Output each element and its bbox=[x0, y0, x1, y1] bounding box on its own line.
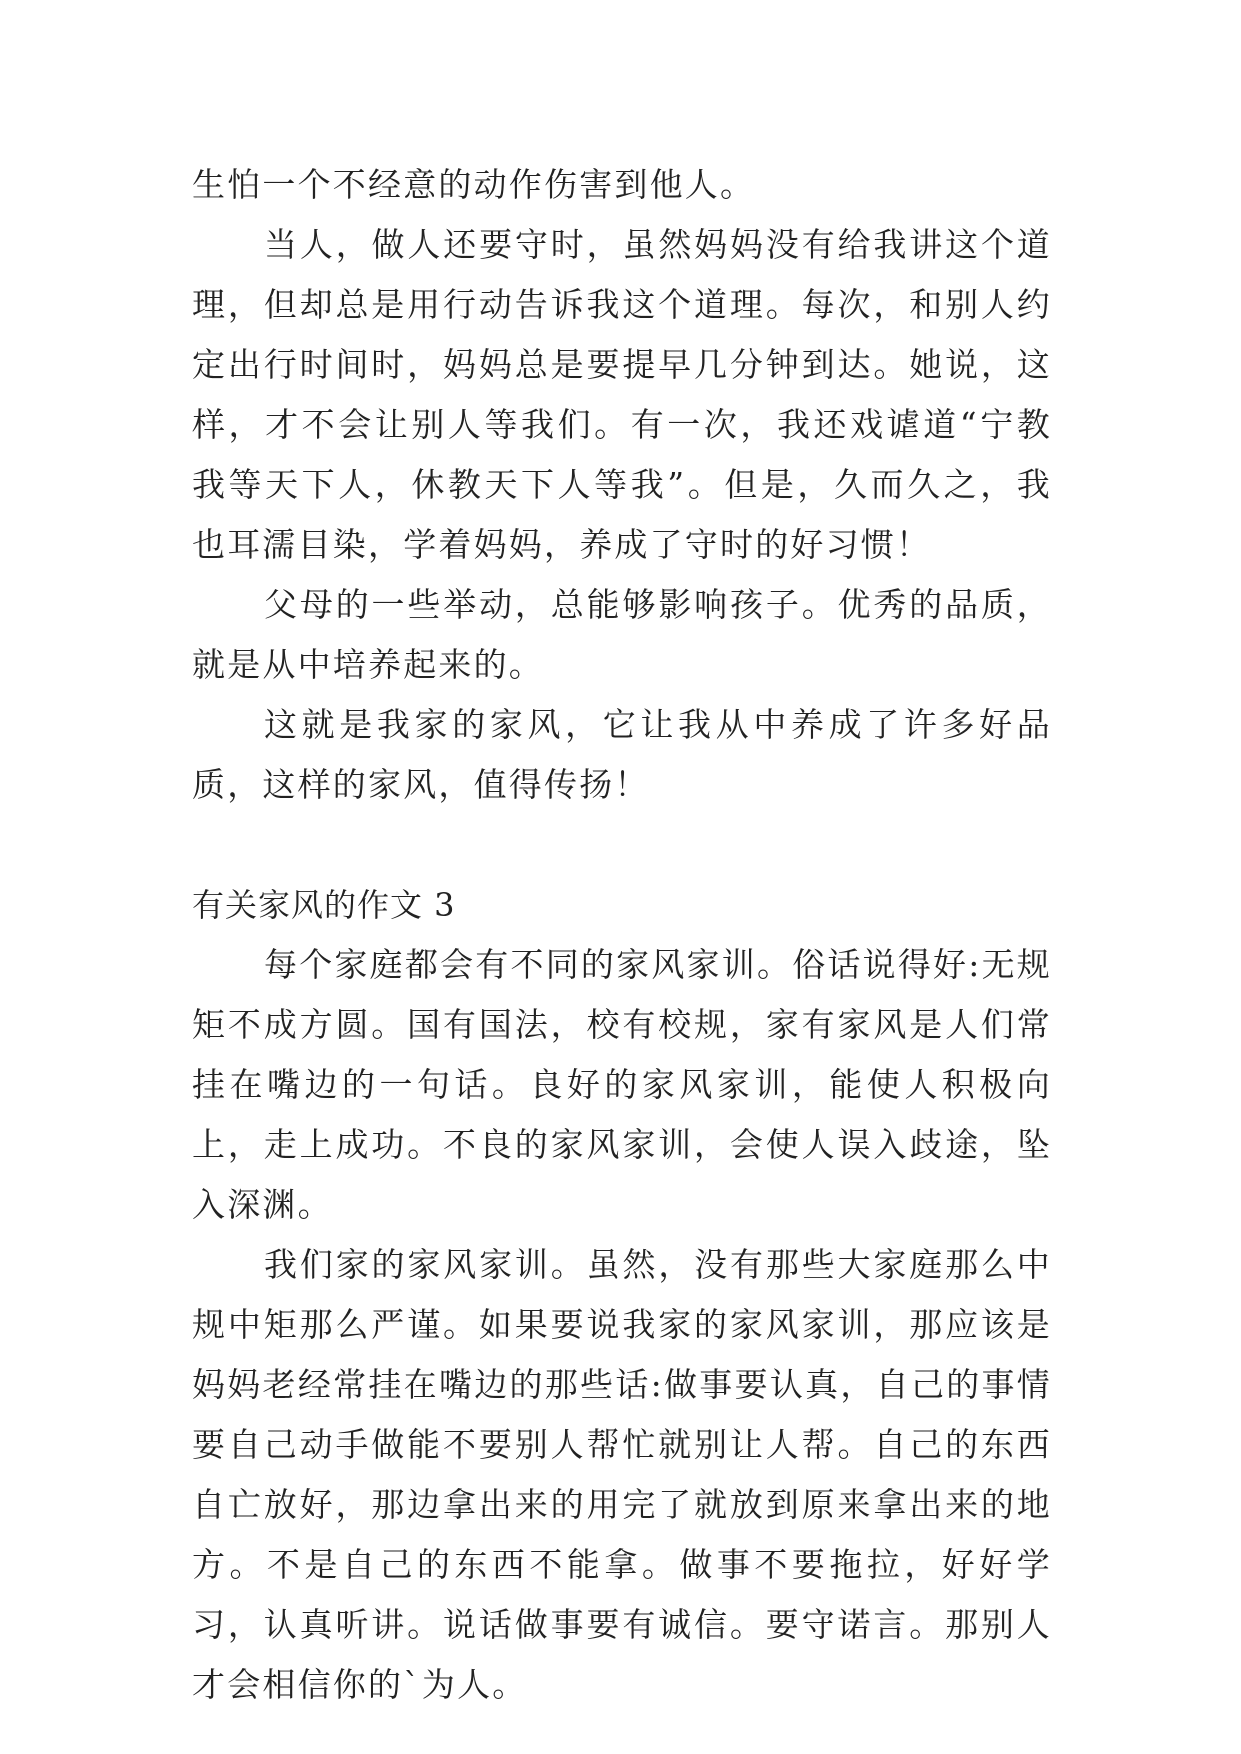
paragraph-family-tradition: 这就是我家的家风，它让我从中养成了许多好品质，这样的家风，值得传扬！ bbox=[192, 705, 1052, 804]
paragraph-punctuality: 当人，做人还要守时，虽然妈妈没有给我讲这个道理，但却总是用行动告诉我这个道理。每次，和别人约定出行时间时，妈妈总是要提早几分钟到达。她说，这样，才不会让别人等我们。有一次，我还戏谑道“宁教我等天下人，休教天下人等我”。但是，久而久之，我也耳濡目染，学着妈妈，养成了守时的好习惯！ bbox=[192, 225, 1052, 564]
paragraph-parents-influence: 父母的一些举动，总能够影响孩子。优秀的品质，就是从中培养起来的。 bbox=[192, 585, 1052, 684]
section-spacer bbox=[192, 815, 1052, 875]
continuation-paragraph: 生怕一个不经意的动作伤害到他人。 bbox=[192, 165, 756, 204]
document-body bbox=[192, 155, 1052, 1715]
essay-heading: 有关家风的作文 3 bbox=[192, 886, 456, 924]
paragraph-family-rules: 每个家庭都会有不同的家风家训。俗话说得好:无规矩不成方圆。国有国法，校有校规，家有家风是人们常挂在嘴边的一句话。良好的家风家训，能使人积极向上，走上成功。不良的家风家训，会使人误入歧途，坠入深渊。 bbox=[192, 945, 1052, 1224]
paragraph-my-family-rules: 我们家的家风家训。虽然，没有那些大家庭那么中规中矩那么严谨。如果要说我家的家风家训，那应该是妈妈老经常挂在嘴边的那些话:做事要认真，自己的事情要自己动手做能不要别人帮忙就别让人帮。自己的东西自亡放好，那边拿出来的用完了就放到原来拿出来的地方。不是自己的东西不能拿。做事不要拖拉，好好学习，认真听讲。说话做事要有诚信。要守诺言。那别人才会相信你的`为人。 bbox=[192, 1245, 1052, 1704]
